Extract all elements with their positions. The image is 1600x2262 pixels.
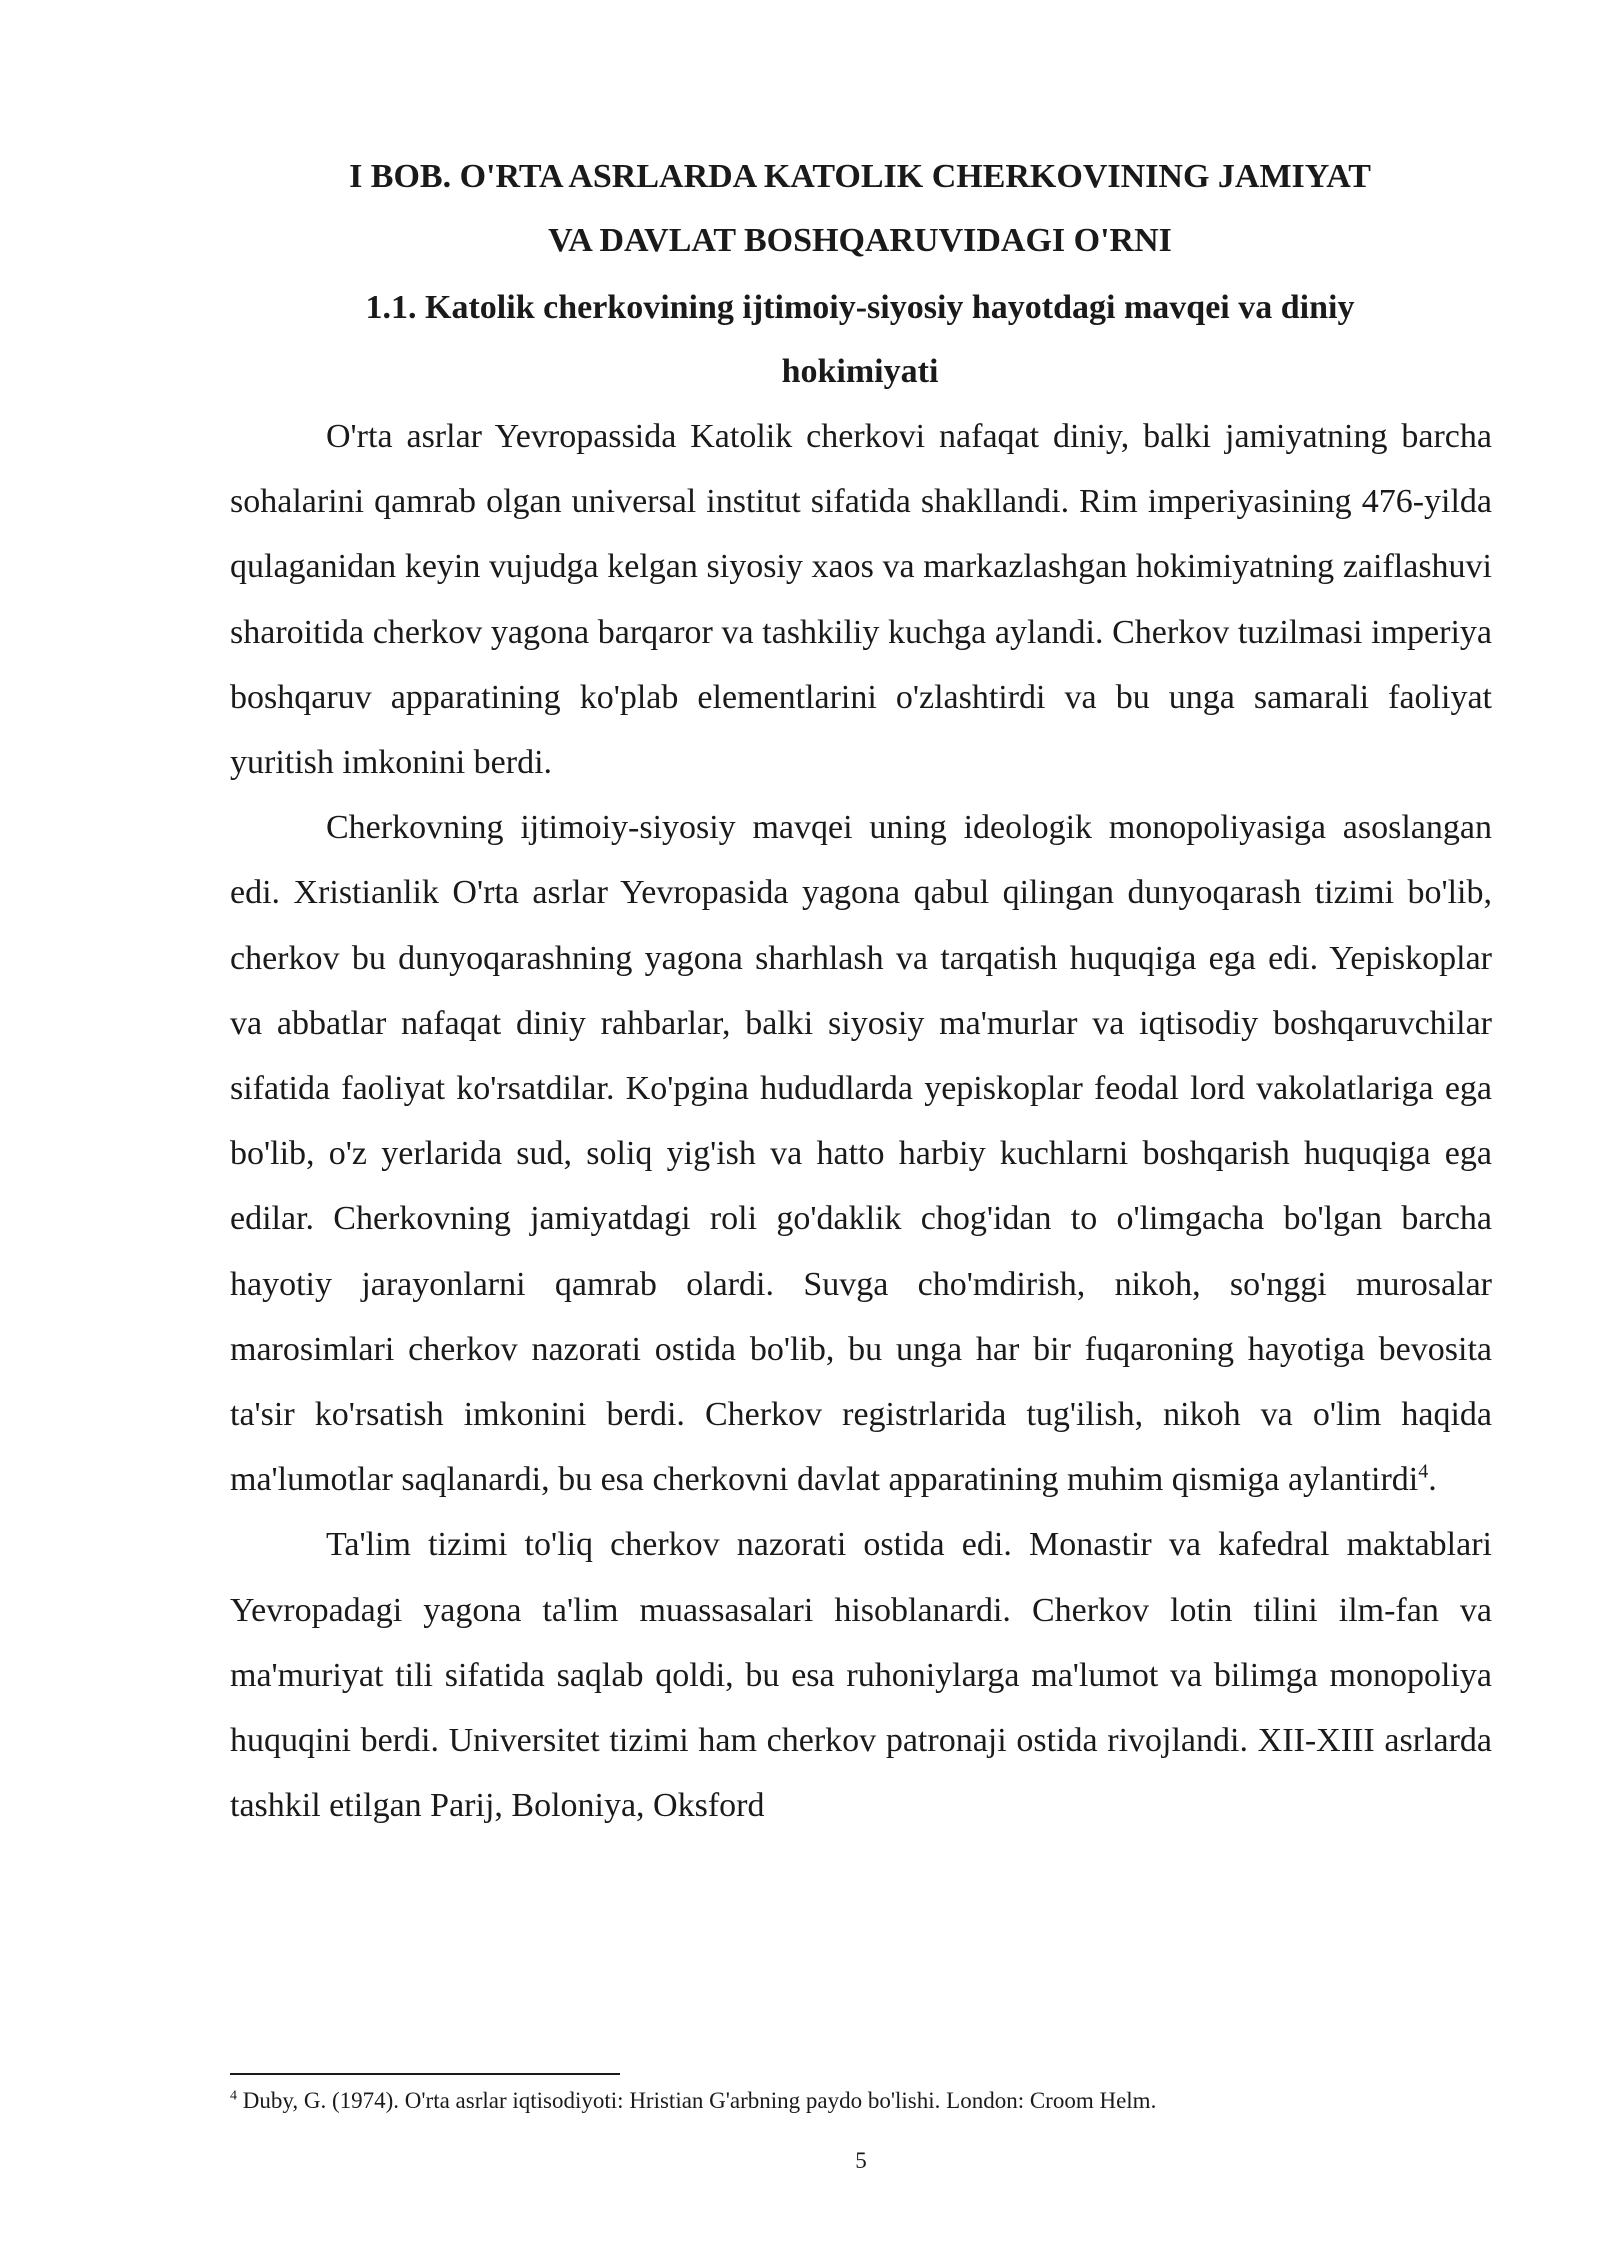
paragraph-3: Ta'lim tizimi to'liq cherkov nazorati ostida edi. Monastir va kafedral maktablari Yevropadagi yagona ta'lim muassasalari hisoblanardi. Cherkov lotin tilini ilm-fan va ma'muriyat tili sifatida saqlab qoldi, bu esa ruhoniylarga ma'lumot va bilimga monopoliya huquqini berdi. Universitet tizimi ham cherkov patronaji ostida rivojlandi. XII-XIII asrlarda tashkil etilgan Parij, Boloniya, Oksford <box>230 1526 1492 1825</box>
body-text <box>230 404 1492 1838</box>
paragraph-1: O'rta asrlar Yevropassida Katolik cherkovi nafaqat diniy, balki jamiyatning barcha sohalarini qamrab olgan universal institut sifatida shakllandi. Rim imperiyasining 476-yilda qulaganidan keyin vujudga kelgan siyosiy xaos va markazlashgan hokimiyatning zaiflashuvi sharoitida cherkov yagona barqaror va tashkiliy kuchga aylandi. Cherkov tuzilmasi imperiya boshqaruv apparatining ko'plab elementlarini o'zlashtirdi va bu unga samarali faoliyat yuritish imkonini berdi. <box>230 418 1492 782</box>
footnote-reference[interactable]: 4 <box>1418 1460 1429 1483</box>
paragraph-2 <box>230 795 1492 1512</box>
paragraph-2-end: . <box>1428 1461 1437 1499</box>
footnote-text: Duby, G. (1974). O'rta asrlar iqtisodiyoti: Hristian G'arbning paydo bo'lishi. London: Croom Helm. <box>237 2088 1157 2113</box>
section-title-line-2: hokimiyati <box>781 353 939 390</box>
footnote <box>230 2085 1492 2117</box>
chapter-title-line-2: VA DAVLAT BOSHQARUVIDAGI O'RNI <box>548 222 1172 259</box>
chapter-title-line-1: I BOB. O'RTA ASRLARDA KATOLIK CHERKOVINING JAMIYAT <box>349 158 1371 195</box>
footnote-marker: 4 <box>230 2088 237 2104</box>
footnote-separator <box>230 2073 620 2075</box>
page-number: 5 <box>855 2148 867 2173</box>
paragraph-2-text: Cherkovning ijtimoiy-siyosiy mavqei uning ideologik monopoliyasiga asoslangan edi. Xristianlik O'rta asrlar Yevropasida yagona qabul qilingan dunyoqarash tizimi bo'lib, cherkov bu dunyoqarashning yagona sharhlash va tarqatish huquqiga ega edi. Yepiskoplar va abbatlar nafaqat diniy rahbarlar, balki siyosiy ma'murlar va iqtisodiy boshqaruvchilar sifatida faoliyat ko'rsatdilar. Ko'pgina hududlarda yepiskoplar feodal lord vakolatlariga ega bo'lib, o'z yerlarida sud, soliq yig'ish va hatto harbiy kuchlarni boshqarish huquqiga ega edilar. Cherkovning jamiyatdagi roli go'daklik chog'idan to o'limgacha bo'lgan barcha hayotiy jarayonlarni qamrab olardi. Suvga cho'mdirish, nikoh, so'nggi murosalar marosimlari cherkov nazorati ostida bo'lib, bu unga har bir fuqaroning hayotiga bevosita ta'sir ko'rsatish imkonini berdi. Cherkov registrlarida tug'ilish, nikoh va o'lim haqida ma'lumotlar saqlanardi, bu esa cherkovni davlat apparatining muhim qismiga aylantirdi <box>230 809 1492 1499</box>
section-title-line-1: 1.1. Katolik cherkovining ijtimoiy-siyosiy hayotdagi mavqei va diniy <box>365 289 1355 326</box>
